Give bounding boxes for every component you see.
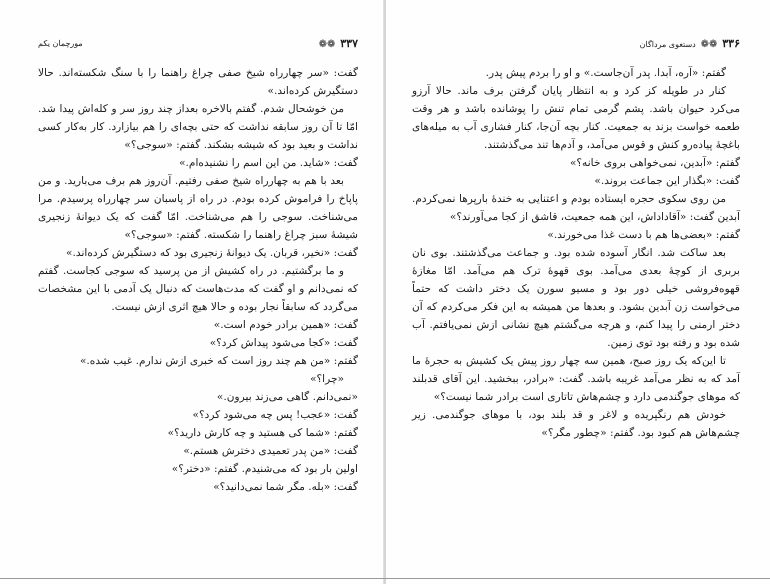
right-paragraph: کنار در طویله کز کرد و به انتظار پایان گرفتن برف ماند. حالا آرزو می‌کرد حیوان باشد. پشم گرمی تمام تنش را پوشانده باشد و هر وقت طعمه خواست بزند به جمعیت. کنار بچه آن‌جا، کنار فشاری آب به میله‌های باغچهٔ پیاده‌رو کنش و قوس می‌آمد، و آدم‌ها تند می‌گذشتند.: [412, 85, 740, 151]
left-page-text: [38, 64, 358, 496]
left-paragraph: گفت: «بله. مگر شما نمی‌دانید؟»: [213, 481, 358, 493]
left-paragraph: اولین بار بود که می‌شنیدم. گفتم: «دختر؟»: [171, 463, 358, 475]
left-paragraph: گفت: «من پدر تعمیدی دخترش هستم.»: [183, 445, 358, 457]
left-page: [0, 0, 384, 584]
left-paragraph: گفت: «عجب! پس چه می‌شود کرد؟»: [192, 409, 358, 421]
left-paragraph: گفت: «کجا می‌شود پیداش کرد؟»: [209, 337, 358, 349]
right-paragraph: من روی سکوی حجره ایستاده بودم و اعتنایی به خندهٔ بارپرها نمی‌کردم. آبدین گفت: «آقاداداش، این همه جمعیت، قاشق از کجا می‌آورند؟»: [412, 193, 740, 223]
right-paragraph: بعد ساکت شد. انگار آسوده شده بود. و جماعت می‌گذشتند. بوی نان بربری از کوچهٔ بعدی می‌آمد. بوی قهوهٔ ترک هم می‌آمد. امّا مغازهٔ قهوه‌فروشی خیلی دور بود و مسیو سورن یک دختر داشت که حتماً می‌خواست زن آبدین بشود. و بعدها من همیشه به این فکر می‌کردم که آن دختر ارمنی را پیدا کنم، و هرچه می‌گشتم هیچ نشانی ازش نمی‌یافتم. آب شده بود و رفته بود توی زمین.: [412, 247, 740, 349]
right-paragraph: خودش هم رنگپریده و لاغر و قد بلند بود، با موهای جوگندمی. زیر چشم‌هاش هم کبود بود. گفتم: «چطور مگر؟»: [412, 409, 740, 439]
left-paragraph: گفتم: «شما کی هستید و چه کارش دارید؟»: [167, 427, 358, 439]
bottom-border: [0, 578, 770, 579]
right-paragraph: گفت: «بگذار این جماعت بروند.»: [594, 175, 740, 187]
right-paragraph: گفتم: «آره، آبدا. پدر آن‌جاست.» و او را بردم پیش پدر.: [485, 67, 726, 79]
right-page-text: [412, 64, 740, 442]
right-page: [386, 0, 770, 584]
left-page-number: ۳۳۷: [340, 37, 358, 50]
left-paragraph: من خوشحال شدم. گفتم بالاخره بعداز چند روز سر و کله‌اش پیدا شد. امّا تا آن روز سابقه نداشت که حتی بچه‌ای را هم بیازارد. کار به‌کار کسی نداشت و بعید بود که شیشه بشکند. گفتم: «سوجی؟»: [38, 103, 358, 151]
left-paragraph: گفت: «همین برادر خودم است.»: [213, 319, 358, 331]
right-page-number-group: [640, 36, 740, 53]
left-paragraph: گفت: «نخیر، قربان. یک دیوانهٔ زنجیری بود که دستگیرش کرده‌اند.»: [66, 247, 358, 259]
left-paragraph: «نمی‌دانم. گاهی می‌زند بیرون.»: [216, 391, 358, 403]
left-paragraph: بعد با هم به چهارراه شیخ صفی رفتیم. آن‌روز هم برف می‌بارید. و من پاپاخ را فراموش کرده بودم. در راه از پاسبان سر چهارراه پرسیدم. مرا می‌شناخت. سوجی را هم می‌شناخت. امّا گفت که یک دیوانهٔ زنجیری شیشهٔ سبز چراغ راهنما را شکسته. گفتم: «سوجی؟»: [38, 175, 358, 241]
left-paragraph: «چرا؟»: [310, 373, 344, 385]
right-paragraph: تا این‌که یک روز صبح، همین سه چهار روز پیش یک کشیش به حجرهٔ ما آمد که به نظر می‌آمد غریبه باشد. گفت: «برادر، ببخشید. این آقای قدبلند که موهای جوگندمی دارد و چشم‌هاش تاتاری است برادر شما نیست؟»: [412, 355, 740, 403]
left-page-number-group: [317, 36, 358, 53]
right-running-title: دستغوی مرداگان: [639, 40, 696, 49]
right-page-number: ۳۳۶: [722, 37, 740, 50]
left-paragraph: و ما برگشتیم. در راه کشیش از من پرسید که سوجی کجاست. گفتم که نمی‌دانم و او گفت که مدت‌هاست که دنبال یک آدمی با این مشخصات می‌گردد که سابقاً نجار بوده و حالا هیچ اثری ازش نیست.: [38, 265, 358, 313]
left-paragraph: گفتم: «من هم چند روز است که خبری ازش ندارم. غیب شده.»: [79, 355, 358, 367]
right-paragraph: گفتم: «آبدین، نمی‌خواهی بروی خانه؟»: [569, 157, 740, 169]
right-paragraph: گفتم: «بعضی‌ها هم با دست غذا می‌خورند.»: [547, 229, 740, 241]
right-page-header: [412, 36, 740, 52]
left-paragraph: گفت: «سر چهارراه شیخ صفی چراغ راهنما را با سنگ شکسته‌اند. حالا دستگیرش کرده‌اند.»: [38, 67, 358, 97]
right-ornament-icon: ❁❁: [700, 39, 718, 50]
left-paragraph: گفت: «شاید. من این اسم را نشنیده‌ام.»: [179, 157, 358, 169]
left-ornament-icon: ❁❁: [318, 39, 336, 50]
left-running-title: مورچمان یکم: [38, 39, 83, 48]
left-page-header: [38, 36, 358, 52]
